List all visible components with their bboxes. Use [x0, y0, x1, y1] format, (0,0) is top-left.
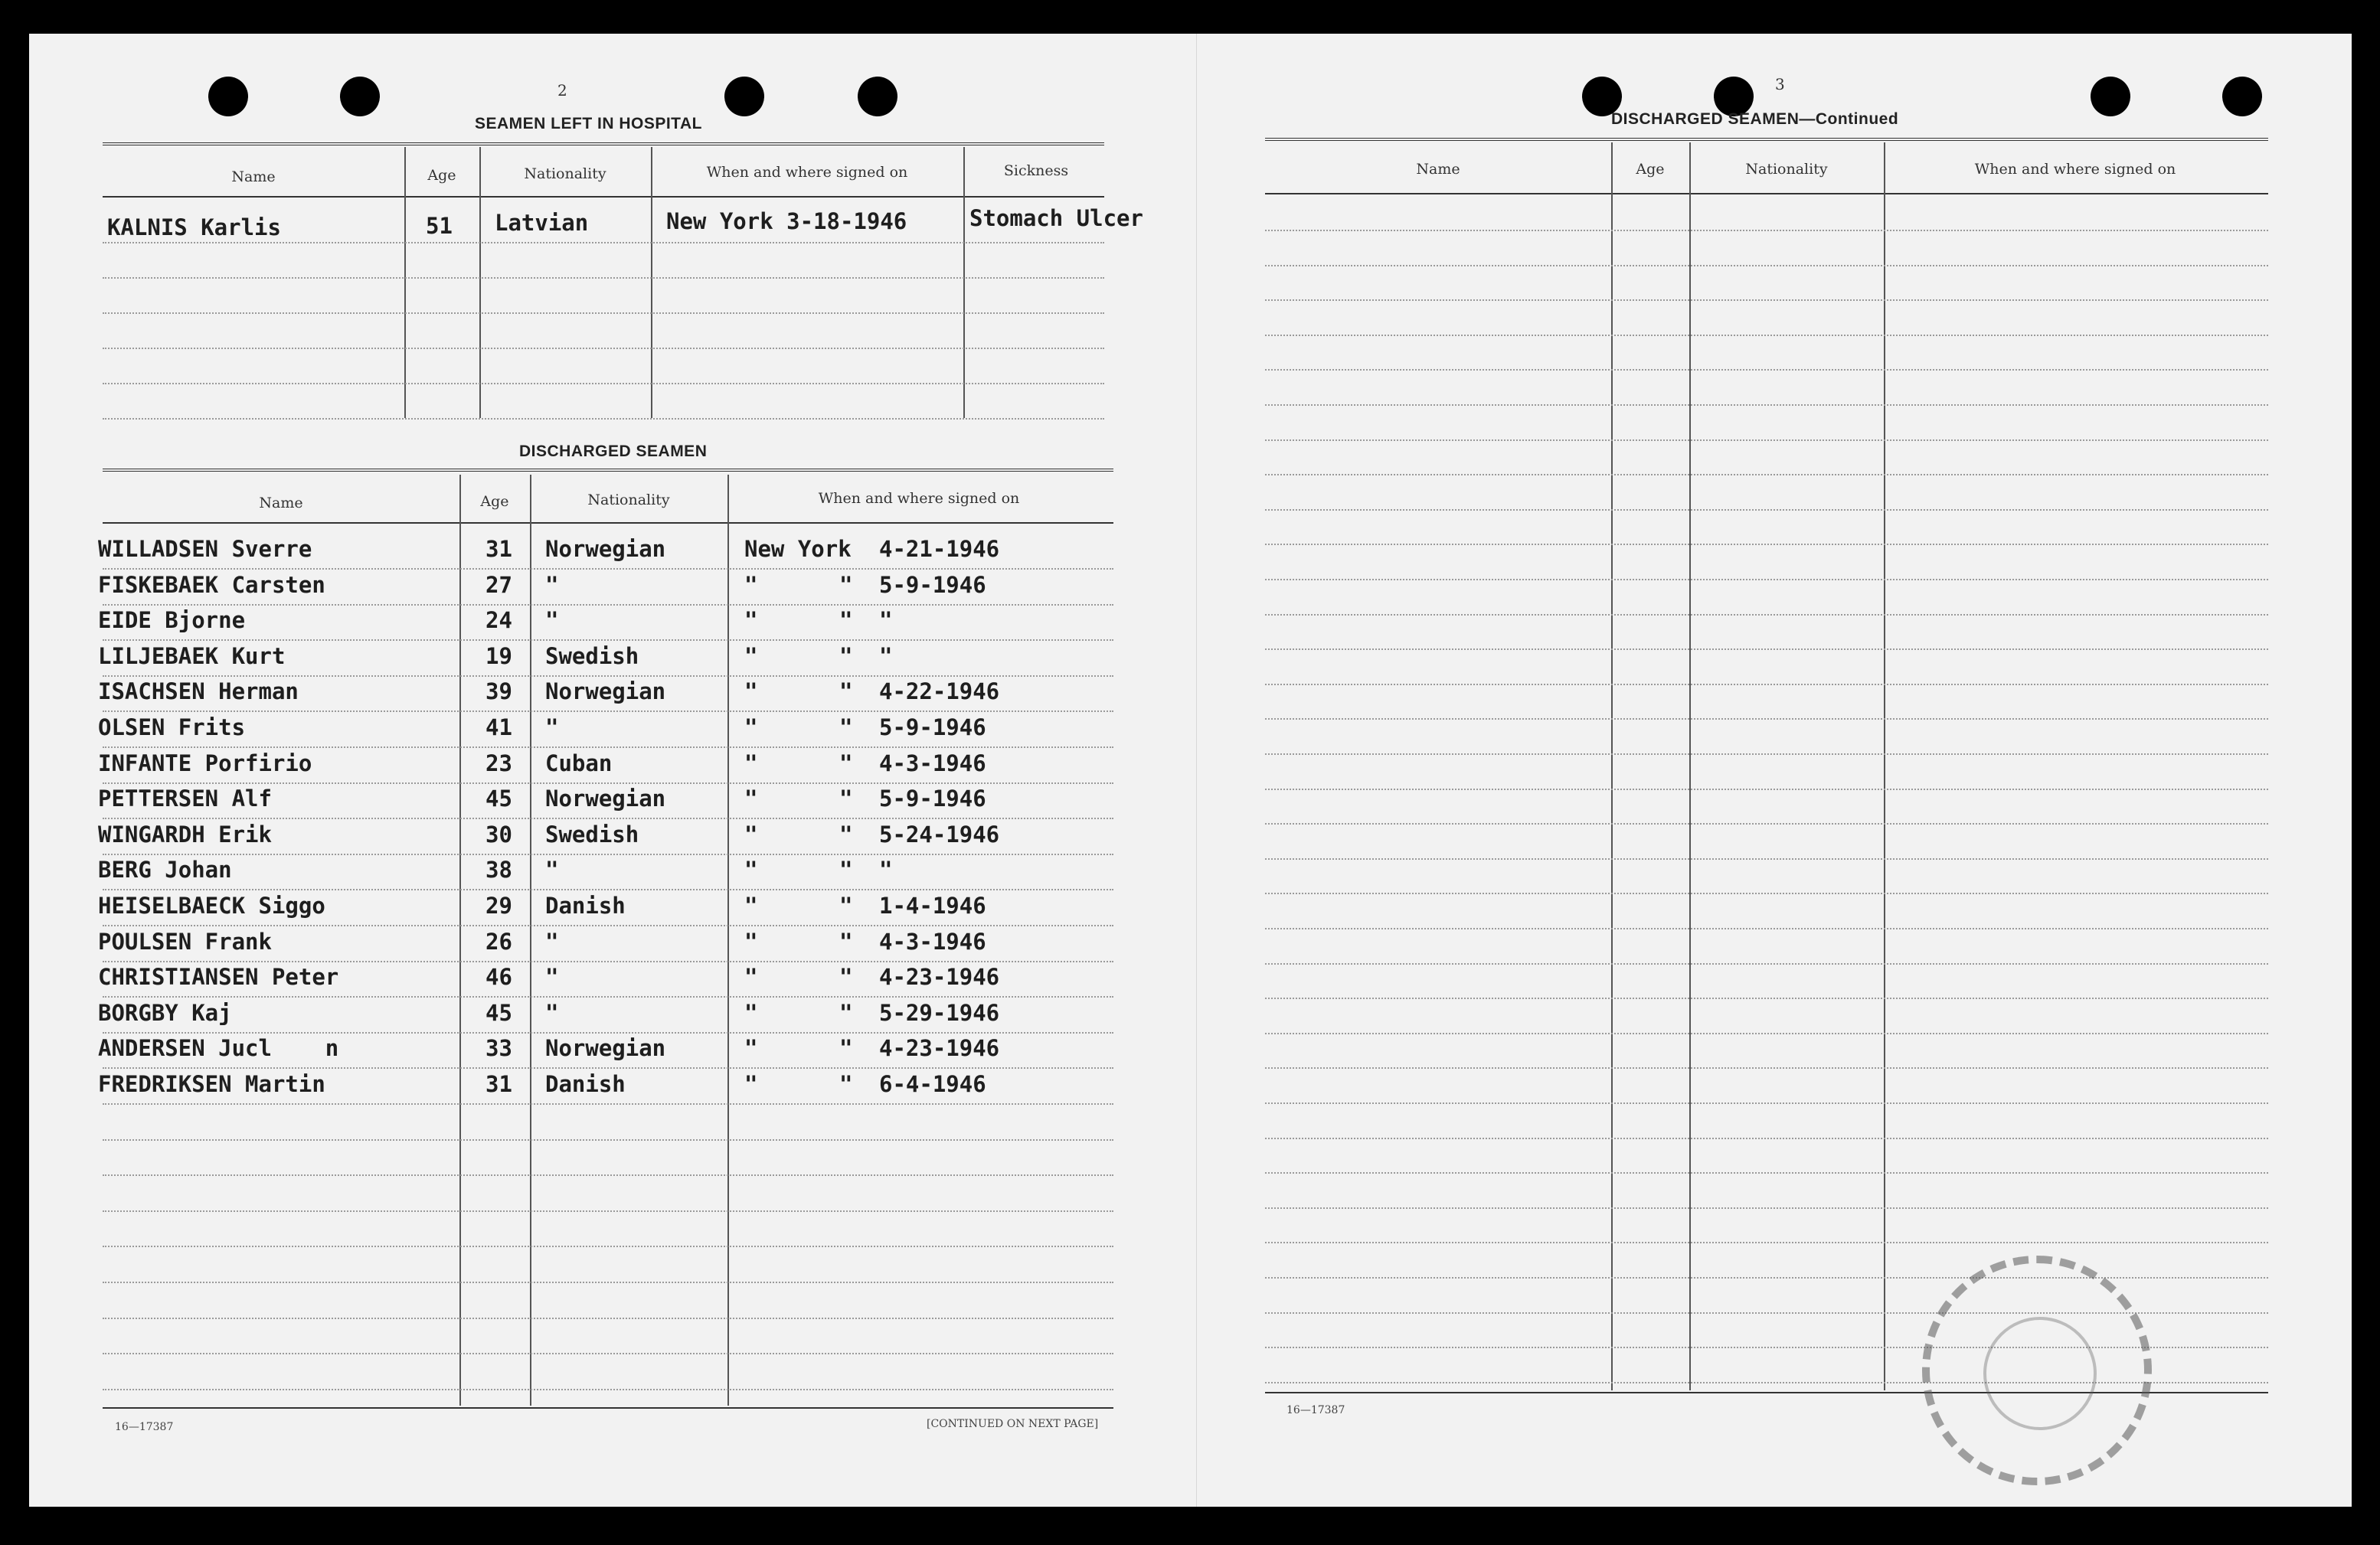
seaman-nationality: " [545, 607, 559, 633]
hospital-col-age: Age [427, 167, 456, 184]
seaman-signed-place: " [744, 893, 758, 919]
ruled-line [103, 639, 1113, 641]
ruled-line [1265, 893, 2268, 894]
seaman-signed-ditto: " [839, 1035, 853, 1061]
punch-hole [340, 77, 380, 116]
page-number: 3 [1775, 75, 1785, 93]
seaman-signed-date: 4-22-1946 [879, 678, 1000, 704]
ruled-line [103, 889, 1113, 890]
hospital-col-divider [404, 147, 406, 418]
seaman-signed-place: " [744, 678, 758, 704]
right-col-signed-on: When and where signed on [1974, 161, 2176, 178]
seaman-signed-place: " [744, 1035, 758, 1061]
ruled-line [103, 1139, 1113, 1141]
punch-hole [208, 77, 248, 116]
seaman-nationality: Swedish [545, 821, 639, 848]
right-col-divider [1884, 142, 1885, 1390]
right-col-name: Name [1416, 161, 1460, 178]
ruled-line [103, 312, 1104, 314]
seaman-signed-date: 4-23-1946 [879, 964, 1000, 990]
ruled-line [1265, 998, 2268, 999]
seaman-nationality: Norwegian [545, 1035, 666, 1061]
hospital-col-sickness: Sickness [1003, 162, 1069, 179]
seaman-signed-ditto: " [839, 964, 853, 990]
continued-heading-suffix: —Continued [1799, 110, 1899, 128]
ruled-line [1265, 753, 2268, 755]
hospital-name: KALNIS Karlis [107, 214, 281, 240]
seaman-signed-ditto: " [839, 929, 853, 955]
ruled-line [103, 1032, 1113, 1034]
ruled-line [1265, 509, 2268, 511]
hospital-heading: SEAMEN LEFT IN HOSPITAL [475, 115, 702, 132]
seaman-name: WINGARDH Erik [98, 821, 272, 848]
seaman-signed-ditto: " [839, 572, 853, 598]
ruled-line [103, 1318, 1113, 1319]
seaman-signed-date: 4-21-1946 [879, 536, 1000, 562]
seaman-signed-ditto: " [839, 821, 853, 848]
ruled-line [103, 1246, 1113, 1247]
ruled-line [1265, 369, 2268, 371]
ruled-line [103, 348, 1104, 349]
seaman-signed-place: " [744, 572, 758, 598]
ruled-line [1265, 684, 2268, 685]
seaman-nationality: Cuban [545, 750, 613, 776]
ruled-line [103, 1103, 1113, 1105]
right-col-nationality: Nationality [1745, 161, 1828, 178]
seaman-signed-ditto: " [839, 1000, 853, 1026]
seaman-nationality: " [545, 572, 559, 598]
seaman-signed-place: " [744, 1000, 758, 1026]
ruled-line [1265, 335, 2268, 336]
ruled-line [1265, 1067, 2268, 1069]
seaman-age: 41 [485, 714, 512, 740]
ruled-line [1265, 230, 2268, 231]
continued-note: [CONTINUED ON NEXT PAGE] [927, 1418, 1099, 1430]
seaman-signed-place: " [744, 643, 758, 669]
official-stamp [1922, 1256, 2152, 1485]
seaman-name: FREDRIKSEN Martin [98, 1071, 325, 1097]
seaman-nationality: " [545, 857, 559, 883]
ruled-line [1265, 614, 2268, 616]
hospital-top-rule [103, 142, 1104, 145]
ruled-line [1265, 1172, 2268, 1174]
ruled-line [1265, 544, 2268, 545]
seaman-signed-date: 6-4-1946 [879, 1071, 986, 1097]
right-header-rule [1265, 193, 2268, 194]
seaman-signed-date: " [879, 857, 893, 883]
punch-hole [858, 77, 897, 116]
punch-hole [724, 77, 764, 116]
ruled-line [103, 383, 1104, 384]
hospital-col-nationality: Nationality [524, 165, 606, 182]
seaman-signed-place: " [744, 821, 758, 848]
seaman-age: 45 [485, 786, 512, 812]
ruled-line [103, 710, 1113, 712]
discharged-bottom-rule [103, 1407, 1113, 1409]
ruled-line [103, 1067, 1113, 1069]
right-col-divider [1611, 142, 1613, 1390]
seaman-age: 26 [485, 929, 512, 955]
ruled-line [103, 675, 1113, 677]
seaman-age: 24 [485, 607, 512, 633]
seaman-signed-ditto: " [839, 714, 853, 740]
seaman-nationality: " [545, 929, 559, 955]
seaman-age: 45 [485, 1000, 512, 1026]
seaman-age: 46 [485, 964, 512, 990]
hospital-nationality: Latvian [495, 210, 589, 236]
ruled-line [1265, 718, 2268, 720]
ruled-line [1265, 299, 2268, 301]
seaman-age: 29 [485, 893, 512, 919]
discharged-col-signed-on: When and where signed on [818, 490, 1020, 507]
punch-hole [2091, 77, 2130, 116]
ruled-line [103, 1353, 1113, 1354]
discharged-col-divider [727, 475, 729, 1406]
ruled-line [103, 996, 1113, 998]
seaman-name: HEISELBAECK Siggo [98, 893, 325, 919]
ruled-line [1265, 265, 2268, 266]
seaman-signed-place: " [744, 750, 758, 776]
ruled-line [103, 242, 1104, 243]
seaman-signed-ditto: " [839, 893, 853, 919]
seaman-signed-ditto: " [839, 1071, 853, 1097]
seaman-nationality: Norwegian [545, 536, 666, 562]
seaman-name: ISACHSEN Herman [98, 678, 299, 704]
ruled-line [1265, 1138, 2268, 1139]
seaman-name: EIDE Bjorne [98, 607, 246, 633]
right-top-rule [1265, 138, 2268, 141]
seaman-name: ANDERSEN Jucl n [98, 1035, 339, 1061]
ruled-line [103, 782, 1113, 784]
seaman-name: WILLADSEN Sverre [98, 536, 312, 562]
ruled-line [1265, 1207, 2268, 1209]
seaman-signed-place: " [744, 929, 758, 955]
punch-hole [2222, 77, 2262, 116]
seaman-age: 23 [485, 750, 512, 776]
hospital-col-name: Name [231, 168, 276, 185]
hospital-header-rule [103, 196, 1104, 198]
seaman-name: BERG Johan [98, 857, 232, 883]
seaman-signed-date: 1-4-1946 [879, 893, 986, 919]
form-number: 16—17387 [115, 1421, 174, 1433]
seaman-signed-date: " [879, 643, 893, 669]
hospital-signed-on: New York 3-18-1946 [666, 208, 907, 234]
hospital-sickness: Stomach Ulcer [969, 205, 1143, 231]
seaman-signed-place: " [744, 786, 758, 812]
seaman-signed-ditto: " [839, 607, 853, 633]
ruled-line [1265, 1102, 2268, 1104]
seaman-signed-date: 5-9-1946 [879, 786, 986, 812]
seaman-signed-ditto: " [839, 643, 853, 669]
discharged-top-rule [103, 469, 1113, 472]
ruled-line [1265, 963, 2268, 965]
right-col-divider [1689, 142, 1691, 1390]
seaman-name: FISKEBAEK Carsten [98, 572, 325, 598]
ruled-line [103, 418, 1104, 420]
continued-heading-title: DISCHARGED SEAMEN [1611, 110, 1800, 128]
seaman-signed-date: 5-29-1946 [879, 1000, 1000, 1026]
ruled-line [1265, 858, 2268, 860]
seaman-nationality: Norwegian [545, 786, 666, 812]
seaman-nationality: Danish [545, 1071, 626, 1097]
seaman-name: LILJEBAEK Kurt [98, 643, 286, 669]
seaman-age: 33 [485, 1035, 512, 1061]
seaman-signed-ditto: " [839, 857, 853, 883]
ruled-line [103, 277, 1104, 279]
ruled-line [103, 925, 1113, 926]
seaman-age: 30 [485, 821, 512, 848]
hospital-col-divider [963, 147, 965, 418]
hospital-col-signed-on: When and where signed on [706, 164, 908, 181]
hospital-col-divider [479, 147, 481, 418]
official-stamp-center [1983, 1317, 2097, 1430]
seaman-signed-place: " [744, 964, 758, 990]
ruled-line [103, 818, 1113, 819]
seaman-name: BORGBY Kaj [98, 1000, 232, 1026]
form-number: 16—17387 [1286, 1404, 1345, 1416]
seaman-signed-date: 5-9-1946 [879, 572, 986, 598]
ruled-line [1265, 579, 2268, 580]
seaman-age: 27 [485, 572, 512, 598]
ruled-line [1265, 1277, 2268, 1279]
continued-heading [1611, 110, 1898, 129]
ruled-line [103, 961, 1113, 962]
ruled-line [1265, 648, 2268, 650]
ruled-line [1265, 789, 2268, 790]
seaman-age: 39 [485, 678, 512, 704]
discharged-heading: DISCHARGED SEAMEN [519, 443, 708, 460]
discharged-col-divider [459, 475, 461, 1406]
seaman-signed-date: " [879, 607, 893, 633]
seaman-age: 38 [485, 857, 512, 883]
seaman-nationality: Danish [545, 893, 626, 919]
right-page [1196, 34, 2352, 1507]
right-col-age: Age [1636, 161, 1665, 178]
hospital-age: 51 [426, 213, 453, 239]
seaman-signed-place: " [744, 1071, 758, 1097]
ruled-line [103, 1210, 1113, 1212]
seaman-signed-date: 4-3-1946 [879, 750, 986, 776]
seaman-name: POULSEN Frank [98, 929, 272, 955]
seaman-age: 31 [485, 536, 512, 562]
seaman-nationality: Norwegian [545, 678, 666, 704]
ruled-line [103, 1174, 1113, 1176]
seaman-age: 31 [485, 1071, 512, 1097]
discharged-col-nationality: Nationality [587, 492, 670, 508]
discharged-header-rule [103, 522, 1113, 524]
ruled-line [1265, 823, 2268, 825]
ruled-line [1265, 404, 2268, 406]
page-number: 2 [557, 81, 567, 100]
ruled-line [1265, 474, 2268, 475]
seaman-signed-date: 4-23-1946 [879, 1035, 1000, 1061]
seaman-nationality: Swedish [545, 643, 639, 669]
discharged-col-age: Age [480, 493, 509, 510]
hospital-col-divider [651, 147, 652, 418]
ruled-line [1265, 1242, 2268, 1243]
discharged-col-divider [530, 475, 531, 1406]
seaman-signed-date: 5-9-1946 [879, 714, 986, 740]
seaman-signed-ditto: " [839, 750, 853, 776]
seaman-nationality: " [545, 1000, 559, 1026]
ruled-line [103, 854, 1113, 855]
ruled-line [103, 604, 1113, 606]
ruled-line [103, 568, 1113, 570]
seaman-signed-ditto: " [839, 786, 853, 812]
seaman-signed-place: New York [744, 536, 852, 562]
ruled-line [103, 1282, 1113, 1283]
ruled-line [103, 1389, 1113, 1390]
seaman-nationality: " [545, 964, 559, 990]
ruled-line [1265, 928, 2268, 929]
discharged-col-name: Name [259, 495, 303, 511]
seaman-name: INFANTE Porfirio [98, 750, 312, 776]
ruled-line [103, 746, 1113, 748]
seaman-name: CHRISTIANSEN Peter [98, 964, 339, 990]
seaman-name: OLSEN Frits [98, 714, 246, 740]
seaman-nationality: " [545, 714, 559, 740]
seaman-signed-place: " [744, 714, 758, 740]
ruled-line [1265, 439, 2268, 441]
seaman-signed-place: " [744, 857, 758, 883]
seaman-signed-place: " [744, 607, 758, 633]
seaman-signed-date: 4-3-1946 [879, 929, 986, 955]
seaman-age: 19 [485, 643, 512, 669]
seaman-name: PETTERSEN Alf [98, 786, 272, 812]
seaman-signed-ditto: " [839, 678, 853, 704]
seaman-signed-date: 5-24-1946 [879, 821, 1000, 848]
ruled-line [1265, 1033, 2268, 1034]
